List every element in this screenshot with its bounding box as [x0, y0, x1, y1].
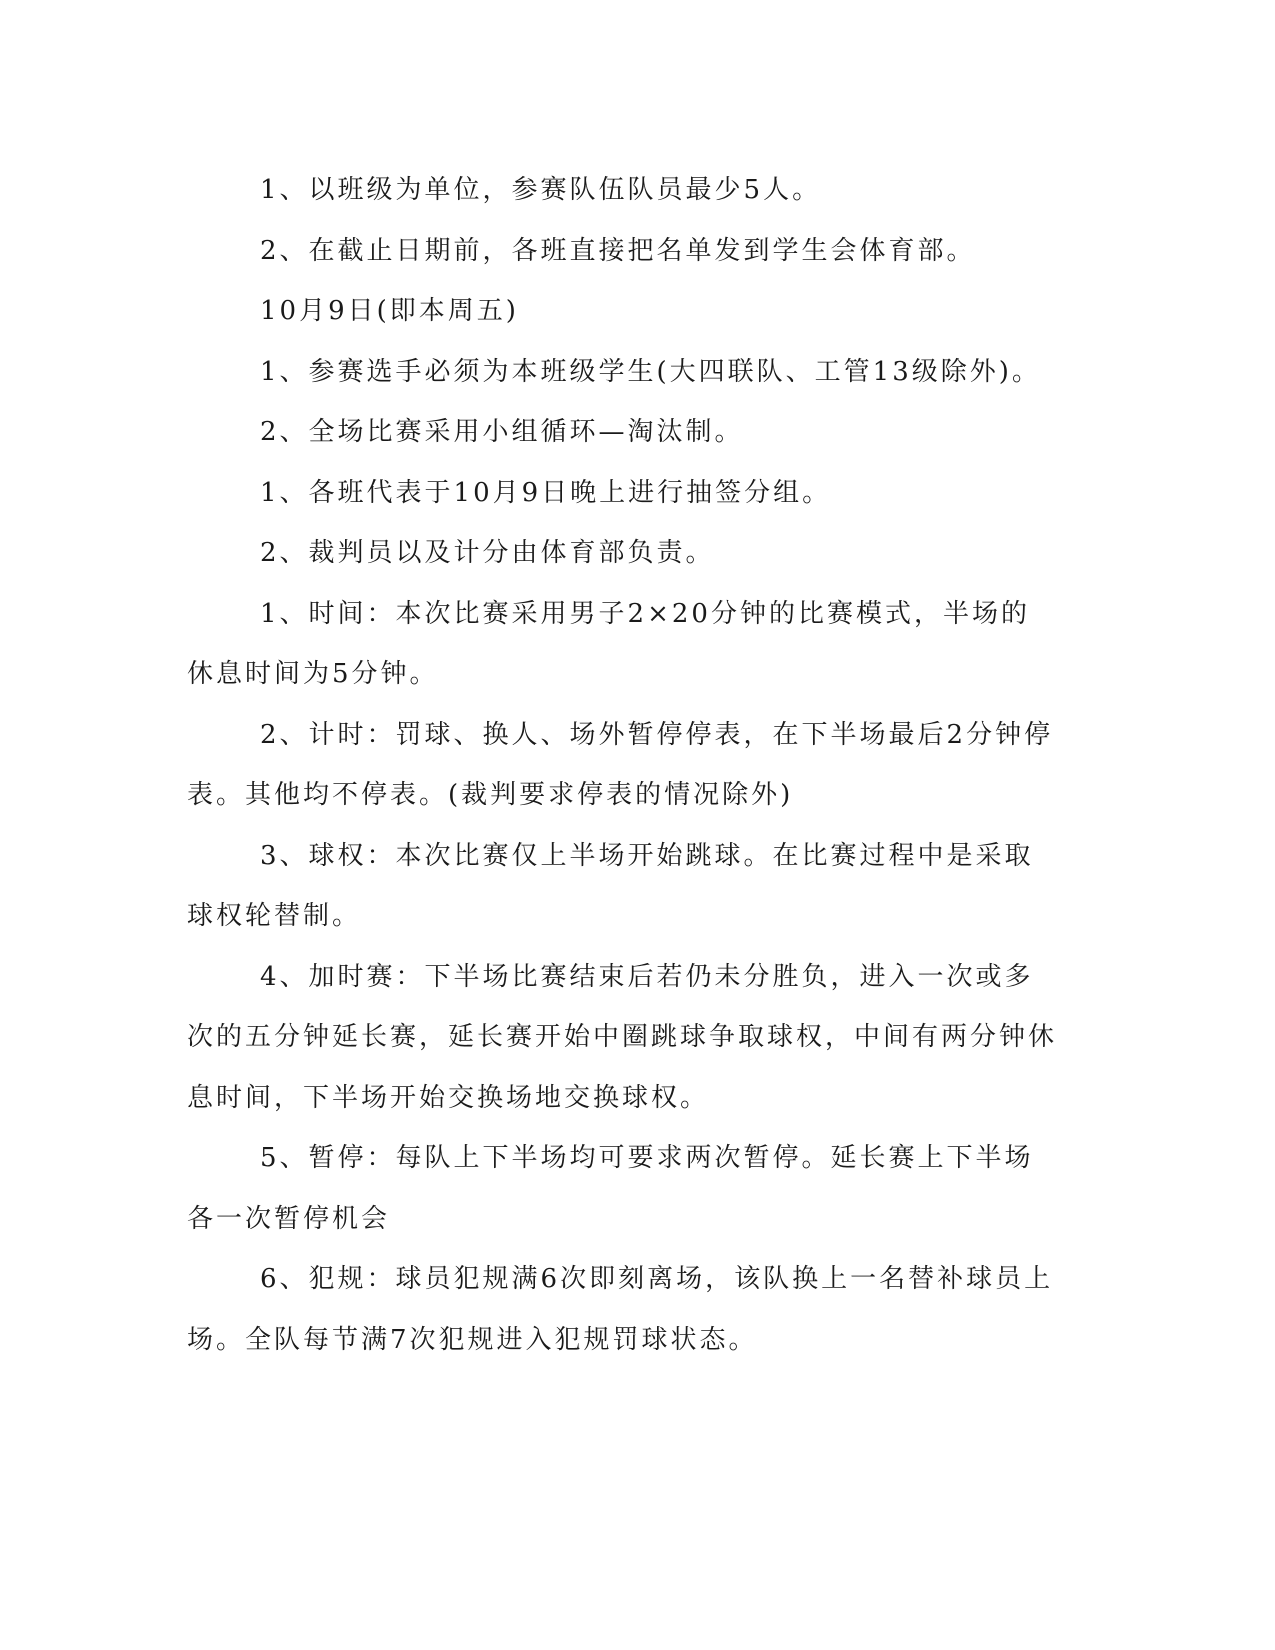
paragraph-game-rule-timing: 2、计时：罚球、换人、场外暂停停表，在下半场最后2分钟停表。其他均不停表。(裁判要求停表的情况除外): [187, 719, 1054, 810]
paragraph-game-rule-time: 1、时间：本次比赛采用男子2×20分钟的比赛模式，半场的休息时间为5分钟。: [187, 598, 1030, 689]
paragraph-deadline-date: 10月9日(即本周五): [260, 296, 519, 326]
paragraph-participant-rule-1: 1、参赛选手必须为本班级学生(大四联队、工管13级除外)。: [260, 356, 1041, 387]
paragraph-game-rule-possession: 3、球权：本次比赛仅上半场开始跳球。在比赛过程中是采取球权轮替制。: [187, 840, 1034, 931]
paragraph-game-rule-overtime: 4、加时赛：下半场比赛结束后若仍未分胜负，进入一次或多次的五分钟延长赛，延长赛开始中圈跳球争取球权，中间有两分钟休息时间，下半场开始交换场地交换球权。: [187, 961, 1058, 1113]
paragraph-participant-rule-2: 2、全场比赛采用小组循环—淘汰制。: [260, 417, 744, 447]
document-body: [187, 160, 1057, 1370]
paragraph-draw-rule-2: 2、裁判员以及计分由体育部负责。: [260, 538, 715, 568]
paragraph-game-rule-timeout: 5、暂停：每队上下半场均可要求两次暂停。延长赛上下半场各一次暂停机会: [187, 1143, 1034, 1234]
paragraph-eligibility-rule-2: 2、在截止日期前，各班直接把名单发到学生会体育部。: [260, 235, 976, 266]
paragraph-eligibility-rule-1: 1、以班级为单位，参赛队伍队员最少5人。: [260, 175, 822, 205]
paragraph-game-rule-fouls: 6、犯规：球员犯规满6次即刻离场，该队换上一名替补球员上场。全队每节满7次犯规进入犯规罚球状态。: [187, 1264, 1054, 1355]
paragraph-draw-rule-1: 1、各班代表于10月9日晚上进行抽签分组。: [260, 477, 832, 508]
